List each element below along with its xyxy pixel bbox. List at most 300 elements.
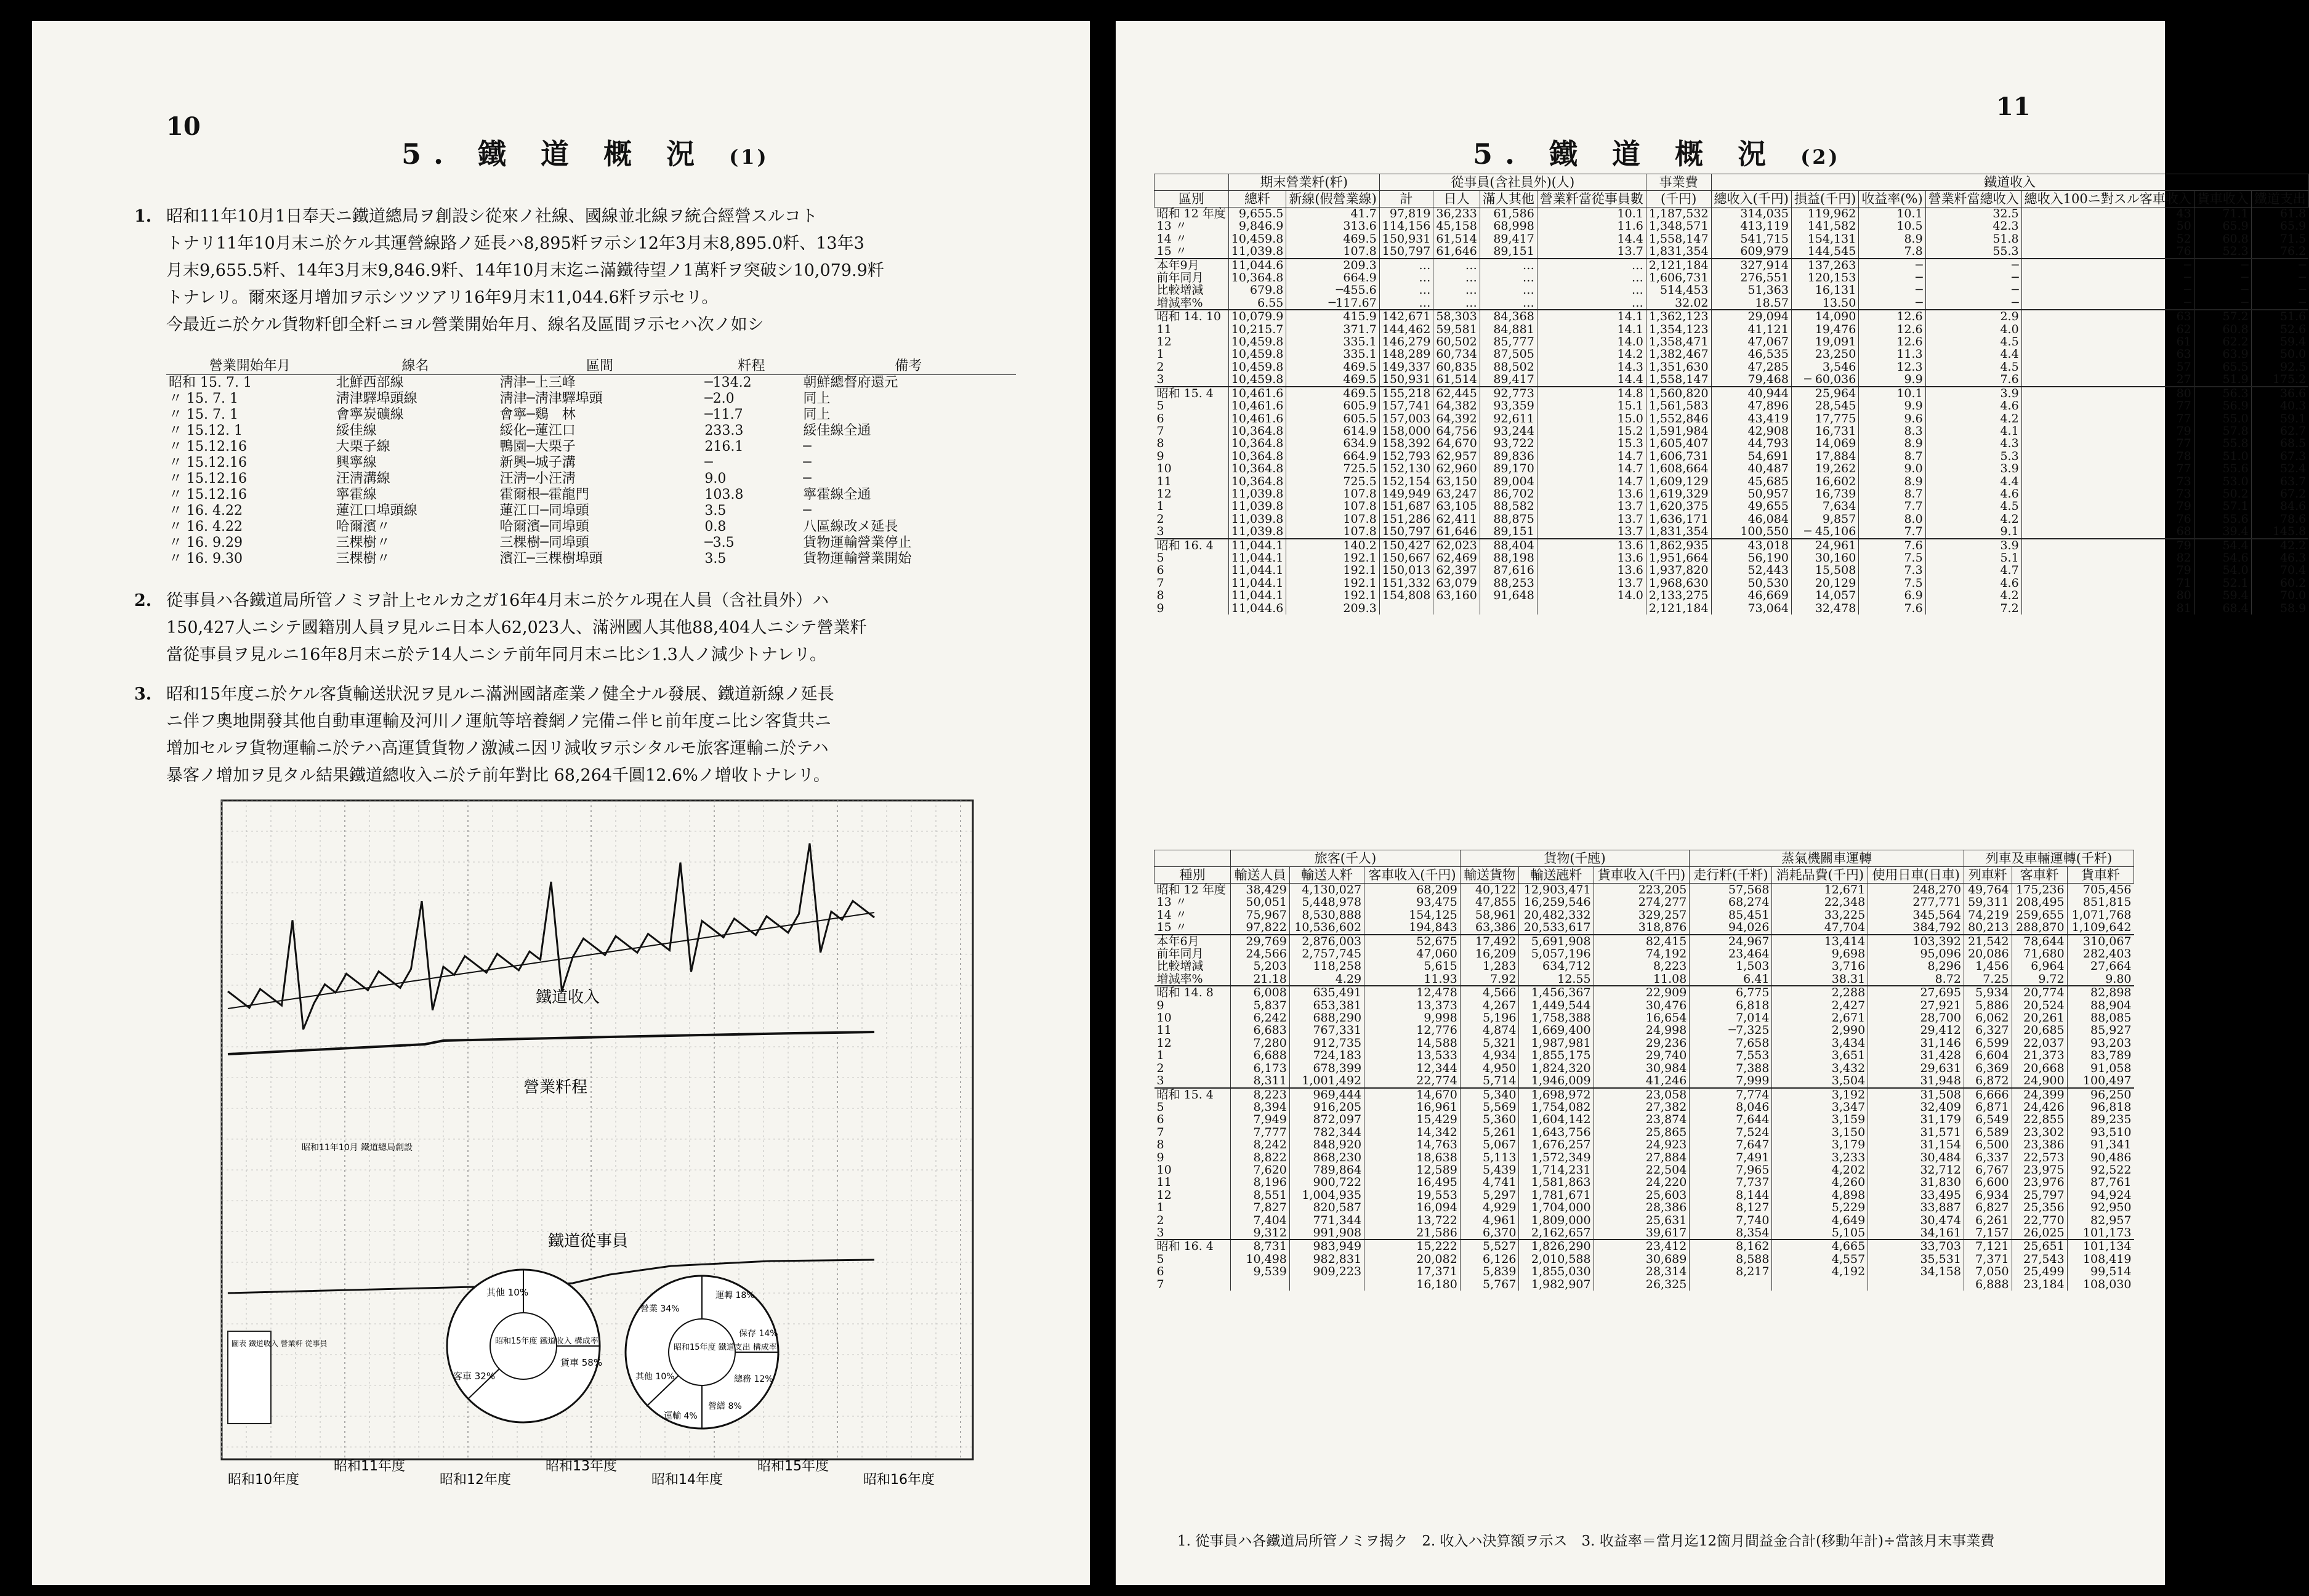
table-cell: 151,687 xyxy=(1379,500,1433,512)
table-cell: 151,286 xyxy=(1379,513,1433,525)
table-cell: 10,215.7 xyxy=(1228,323,1286,336)
table-cell: 15.1 xyxy=(1537,400,1646,412)
table-cell: 107.8 xyxy=(1286,500,1379,512)
table-cell: 14.7 xyxy=(1537,462,1646,475)
table-cell: 10,459.8 xyxy=(1228,233,1286,245)
table-cell: 80 xyxy=(2021,387,2194,400)
table-cell: ─ xyxy=(1925,297,2021,310)
table-cell: ─ xyxy=(2021,297,2194,310)
table-cell: 15 〃 xyxy=(1156,244,1187,259)
table-cell: 昭和 14. 8 xyxy=(1154,986,1231,999)
table-cell: 30,984 xyxy=(1594,1062,1690,1074)
table-cell: 705,456 xyxy=(2067,884,2134,897)
table-cell: 10,364.8 xyxy=(1228,425,1286,437)
table-cell: 63,247 xyxy=(1433,488,1480,500)
table-row xyxy=(1154,425,2309,437)
table-cell: 6,871 xyxy=(1964,1101,2012,1113)
table-cell: 85,927 xyxy=(2067,1024,2134,1036)
table-cell: 4,192 xyxy=(1772,1265,1868,1278)
table-cell: 24,900 xyxy=(2012,1074,2067,1087)
table-cell: 46.3 xyxy=(2251,552,2308,564)
group-header: 列車及車輛運轉(千粁) xyxy=(1964,850,2134,867)
footnote: 1. 從事員ハ各鐵道局所管ノミヲ揭ク 2. 收入ハ決算額ヲ示ス 3. 收益率＝當月迄12箇月間益金合計(移動年計)÷當該月末事業費 xyxy=(1177,1533,1995,1549)
table-cell: 8,217 xyxy=(1690,1265,1772,1278)
table-cell: ─ xyxy=(803,439,812,454)
table-cell: 94,924 xyxy=(2067,1189,2134,1201)
table-cell: 54.6 xyxy=(2194,552,2251,564)
table-cell: 10.1 xyxy=(1859,208,1925,220)
table-cell: 14.1 xyxy=(1537,310,1646,323)
table-cell: 103.8 xyxy=(704,487,744,502)
table-cell: 514,453 xyxy=(1646,284,1711,296)
table-cell: 5.3 xyxy=(1925,450,2021,462)
table-cell: 605.5 xyxy=(1286,413,1379,425)
table-cell: 5,886 xyxy=(1964,999,2012,1012)
table-cell: 725.5 xyxy=(1286,462,1379,475)
year-label: 昭和14年度 xyxy=(651,1472,723,1488)
paragraph-number: 2. xyxy=(134,591,152,610)
table-cell: ─ xyxy=(1859,284,1925,296)
table-cell: 70.0 xyxy=(2251,589,2308,602)
table-cell: 8,223 xyxy=(1594,960,1690,972)
table-cell: 40,487 xyxy=(1711,462,1791,475)
table-cell: 158,392 xyxy=(1379,437,1433,449)
table-cell: 5,360 xyxy=(1460,1113,1519,1126)
table-cell: 6,242 xyxy=(1231,1012,1290,1024)
table-cell: 會寧炭礦線 xyxy=(336,407,404,422)
legend-box-text: 圖表 鐵道收入 營業粁 從事員 xyxy=(232,1339,328,1348)
table-cell: 7.92 xyxy=(1460,973,1519,986)
year-label: 昭和12年度 xyxy=(440,1472,511,1488)
table-cell: 14,057 xyxy=(1791,589,1858,602)
table-cell: 5,934 xyxy=(1964,986,2012,999)
expense-pie xyxy=(626,1276,778,1429)
table-cell: 33,225 xyxy=(1772,909,1868,921)
table-cell: 7,157 xyxy=(1964,1227,2012,1239)
route-col-header: 營業開始年月 xyxy=(166,358,334,375)
column-header: 損益(千円) xyxy=(1791,191,1858,208)
table-cell: 22,774 xyxy=(1364,1074,1461,1087)
table-cell: 12.6 xyxy=(1859,323,1925,336)
table-cell: 9.9 xyxy=(1859,400,1925,412)
table-cell: 51.6 xyxy=(2251,310,2308,323)
table-row xyxy=(166,551,1016,567)
table-cell: 4.1 xyxy=(1925,425,2021,437)
group-header: 旅客(千人) xyxy=(1231,850,1461,867)
route-table xyxy=(166,358,1016,567)
table-cell: 56,190 xyxy=(1711,552,1791,564)
table-cell: 40,944 xyxy=(1711,387,1791,400)
table-cell: 1,620,375 xyxy=(1646,500,1711,512)
table-cell: 27,664 xyxy=(2067,960,2134,972)
expense-slice-label: 總務 12% xyxy=(734,1374,773,1384)
table-row xyxy=(1154,387,2309,400)
table-cell: 78.6 xyxy=(2251,513,2308,525)
table-cell: 7,404 xyxy=(1231,1214,1290,1227)
table-cell: 209.3 xyxy=(1286,259,1379,272)
table-cell: 6,062 xyxy=(1964,1012,2012,1024)
table-cell: 4,898 xyxy=(1772,1189,1868,1201)
table-cell: 62,957 xyxy=(1433,450,1480,462)
table-cell: 64,392 xyxy=(1433,413,1480,425)
table-cell: 興寧線 xyxy=(336,455,377,470)
table-cell: 2,671 xyxy=(1772,1012,1868,1024)
table-cell: 154,125 xyxy=(1364,909,1461,921)
table-cell: 91,058 xyxy=(2067,1062,2134,1074)
table-cell: 8.9 xyxy=(1859,475,1925,488)
expense-slice-label: 其他 10% xyxy=(635,1372,675,1382)
table-cell: 3,192 xyxy=(1772,1088,1868,1101)
table-cell: … xyxy=(1480,297,1537,310)
table-cell: ─ xyxy=(1859,272,1925,284)
table-cell: 789,864 xyxy=(1289,1164,1364,1176)
table-cell: 〃 15.12.16 xyxy=(169,455,247,470)
employee-label: 鐵道從事員 xyxy=(548,1232,629,1251)
table-cell: ─ xyxy=(803,471,812,486)
table-cell: 71.1 xyxy=(2194,208,2251,220)
table-cell: 4,929 xyxy=(1460,1201,1519,1214)
table-cell: 5 xyxy=(1156,1100,1164,1114)
table-cell: 148,289 xyxy=(1379,348,1433,360)
table-cell: 42.3 xyxy=(1925,220,2021,232)
table-cell: 3,504 xyxy=(1772,1074,1868,1087)
table-cell: 50,957 xyxy=(1711,488,1791,500)
table-cell: 114,156 xyxy=(1379,220,1433,232)
table-cell: 20,482,332 xyxy=(1519,909,1594,921)
table-row xyxy=(1154,259,2309,272)
table-cell: 8.72 xyxy=(1868,973,1964,986)
column-header: 貨車收入 xyxy=(2194,191,2251,208)
table-cell: ─ 45,106 xyxy=(1791,525,1858,538)
table-cell: 88,404 xyxy=(1480,539,1537,552)
table-cell: 60,734 xyxy=(1433,348,1480,360)
table-cell: 107.8 xyxy=(1286,525,1379,538)
table-cell: 70.4 xyxy=(2251,564,2308,576)
table-cell: ─117.67 xyxy=(1286,297,1379,310)
table-cell: 14,069 xyxy=(1791,437,1858,449)
table-cell: 24,923 xyxy=(1594,1139,1690,1151)
table-cell: 20,533,617 xyxy=(1519,921,1594,934)
table-cell: 22,909 xyxy=(1594,986,1690,999)
table-row xyxy=(1154,1189,2134,1201)
table-cell: 1,951,664 xyxy=(1646,552,1711,564)
table-cell: 1,581,863 xyxy=(1519,1176,1594,1188)
table-cell: 46,535 xyxy=(1711,348,1791,360)
table-cell: 4,934 xyxy=(1460,1049,1519,1062)
table-cell: 194,843 xyxy=(1364,921,1461,934)
table-cell: 1 xyxy=(1156,1201,1164,1215)
table-cell: 73 xyxy=(2021,488,2194,500)
table-cell: 7,491 xyxy=(1690,1151,1772,1164)
table-cell: 3,716 xyxy=(1772,960,1868,972)
year-label: 昭和10年度 xyxy=(228,1472,299,1488)
table-cell: 2.9 xyxy=(1925,310,2021,323)
table-cell: 32,712 xyxy=(1868,1164,1964,1176)
table-cell: 4.5 xyxy=(1925,336,2021,348)
table-cell: 192.1 xyxy=(1286,589,1379,602)
table-cell: 21.18 xyxy=(1231,973,1290,986)
table-cell: 679.8 xyxy=(1228,284,1286,296)
table-cell: 851,815 xyxy=(2067,896,2134,908)
table-cell: 14.7 xyxy=(1537,450,1646,462)
table-cell: 10.5 xyxy=(1859,220,1925,232)
table-cell: 79 xyxy=(2021,539,2194,552)
table-cell: 101,173 xyxy=(2067,1227,2134,1239)
table-cell: 29,412 xyxy=(1868,1024,1964,1036)
table-cell: 8,162 xyxy=(1690,1239,1772,1252)
table-cell: 24,220 xyxy=(1594,1176,1690,1188)
table-cell: 5 xyxy=(1156,399,1164,413)
group-header: 貨物(千瓲) xyxy=(1460,850,1690,867)
table-cell: 2,757,745 xyxy=(1289,948,1364,960)
table-cell: 14.0 xyxy=(1537,336,1646,348)
table-cell: 14,763 xyxy=(1364,1139,1461,1151)
table-cell: 318,876 xyxy=(1594,921,1690,934)
table-cell: 8,223 xyxy=(1231,1088,1290,1101)
table-cell: 同上 xyxy=(803,407,831,422)
table-cell: 2,162,657 xyxy=(1519,1227,1594,1239)
table-cell: 89,170 xyxy=(1480,462,1537,475)
table-cell: 14.4 xyxy=(1537,233,1646,245)
table-cell: 4,202 xyxy=(1772,1164,1868,1176)
table-cell: 88,582 xyxy=(1480,500,1537,512)
founding-note: 昭和11年10月 鐵道總局創設 xyxy=(302,1143,413,1153)
table-cell: 8,144 xyxy=(1690,1189,1772,1201)
table-cell: 新興─城子溝 xyxy=(499,455,576,470)
table-cell: 34,161 xyxy=(1868,1227,1964,1239)
table-cell: 88,253 xyxy=(1480,577,1537,589)
table-cell: 9.1 xyxy=(1925,525,2021,538)
table-cell: 3 xyxy=(1156,373,1164,387)
table-cell: 88,875 xyxy=(1480,513,1537,525)
table-cell: 384,792 xyxy=(1868,921,1964,934)
table-cell: 74,192 xyxy=(1594,948,1690,960)
table-cell: 288,870 xyxy=(2012,921,2067,934)
table-row xyxy=(1154,973,2134,986)
table-cell: 2 xyxy=(1156,360,1164,374)
table-cell: 68.5 xyxy=(2251,437,2308,449)
table-cell: 62,397 xyxy=(1433,564,1480,576)
table-cell: 9.0 xyxy=(704,471,727,486)
table-cell: 22,573 xyxy=(2012,1151,2067,1164)
table-cell: 15.3 xyxy=(1537,437,1646,449)
table-cell: 30,476 xyxy=(1594,999,1690,1012)
table-cell: 50.2 xyxy=(2194,488,2251,500)
table-cell: 868,230 xyxy=(1289,1151,1364,1164)
table-row xyxy=(1154,361,2309,373)
table-cell: … xyxy=(1433,284,1480,296)
paragraph-3 xyxy=(134,681,1016,789)
table-cell: 7,949 xyxy=(1231,1113,1290,1126)
table-cell: 1,604,142 xyxy=(1519,1113,1594,1126)
table-cell: 10,461.6 xyxy=(1228,400,1286,412)
table-cell: 9.72 xyxy=(2012,973,2067,986)
table-cell: 82,957 xyxy=(2067,1214,2134,1227)
table-cell: 11,044.1 xyxy=(1228,539,1286,552)
table-cell: 78,644 xyxy=(2012,935,2067,948)
table-cell: 〃 15. 7. 1 xyxy=(169,391,238,406)
table-cell: 71 xyxy=(2021,577,2194,589)
table-cell: 20,082 xyxy=(1364,1253,1461,1265)
table-cell: 本年6月 xyxy=(1154,935,1231,948)
table-cell: 108,419 xyxy=(2067,1253,2134,1265)
table-cell: 增減率% xyxy=(1156,972,1203,986)
table-cell: 19,262 xyxy=(1791,462,1858,475)
table-cell: 634.9 xyxy=(1286,437,1379,449)
table-cell: 13.6 xyxy=(1537,552,1646,564)
table-cell: 52.1 xyxy=(2194,577,2251,589)
table-cell: 32,478 xyxy=(1791,602,1858,615)
year-label: 昭和16年度 xyxy=(863,1472,935,1488)
table-cell: 1,382,467 xyxy=(1646,348,1711,360)
table-cell: 17,492 xyxy=(1460,935,1519,948)
table-cell: 310,067 xyxy=(2067,935,2134,948)
table-cell: ─11.7 xyxy=(704,407,743,422)
table-row xyxy=(1154,400,2309,412)
table-cell: 87,761 xyxy=(2067,1176,2134,1188)
table-cell: 51,363 xyxy=(1711,284,1791,296)
table-cell: 24,961 xyxy=(1791,539,1858,552)
table-cell xyxy=(1231,1278,1290,1291)
table-cell: 47,285 xyxy=(1711,361,1791,373)
table-cell: 8.9 xyxy=(1859,233,1925,245)
table-cell: 50,530 xyxy=(1711,577,1791,589)
column-header: 總收入(千円) xyxy=(1711,191,1791,208)
table-cell: 43,419 xyxy=(1711,413,1791,425)
table-cell: ─ xyxy=(2194,272,2251,284)
table-cell: 335.1 xyxy=(1286,336,1379,348)
table-cell: 12 xyxy=(1156,1036,1172,1050)
table-cell: 74,219 xyxy=(1964,909,2012,921)
table-cell: 5,297 xyxy=(1460,1189,1519,1201)
table-cell: 9.6 xyxy=(1859,413,1925,425)
column-header: 貨車收入(千円) xyxy=(1594,867,1690,884)
table-cell: 2,427 xyxy=(1772,999,1868,1012)
table-cell: 145.8 xyxy=(2251,525,2308,538)
table-cell: 5 xyxy=(1156,1252,1164,1266)
table-cell: 23,976 xyxy=(2012,1176,2067,1188)
table-cell: 2,121,184 xyxy=(1646,259,1711,272)
table-cell: 11.93 xyxy=(1364,973,1461,986)
table-cell: 1,669,400 xyxy=(1519,1024,1594,1036)
table-cell: 3 xyxy=(1156,1074,1164,1088)
table-cell: 6 xyxy=(1156,563,1164,578)
table-cell: 141,582 xyxy=(1791,220,1858,232)
table-cell: 1,351,630 xyxy=(1646,361,1711,373)
column-header: 總粁 xyxy=(1228,191,1286,208)
table-cell: 52.6 xyxy=(2251,323,2308,336)
year-label: 昭和15年度 xyxy=(757,1459,829,1474)
table-cell: 16,961 xyxy=(1364,1101,1461,1113)
table-cell: 10,364.8 xyxy=(1228,437,1286,449)
table-cell: 61,646 xyxy=(1433,525,1480,538)
expense-slice-label: 運轉 18% xyxy=(715,1291,755,1300)
table-cell: 4.2 xyxy=(1925,413,2021,425)
table-cell: 11,044.1 xyxy=(1228,552,1286,564)
table-cell: 7,524 xyxy=(1690,1126,1772,1139)
table-cell: 192.1 xyxy=(1286,552,1379,564)
year-label: 昭和13年度 xyxy=(546,1459,617,1474)
table-cell: 1,558,147 xyxy=(1646,373,1711,386)
table-row xyxy=(1154,1012,2134,1024)
table-cell: 86,702 xyxy=(1480,488,1537,500)
table-cell: 6,964 xyxy=(2012,960,2067,972)
table-cell xyxy=(1379,602,1433,615)
table-cell: 10,459.8 xyxy=(1228,348,1286,360)
table-cell: 63,386 xyxy=(1460,921,1519,934)
table-cell: 46,669 xyxy=(1711,589,1791,602)
table-cell: 97,819 xyxy=(1379,208,1433,220)
table-cell: 872,097 xyxy=(1289,1113,1364,1126)
table-cell: 2,121,184 xyxy=(1646,602,1711,615)
table-cell: 13.7 xyxy=(1537,513,1646,525)
table-cell: 8,731 xyxy=(1231,1239,1290,1252)
table-row xyxy=(1154,373,2309,386)
table-cell: 21,586 xyxy=(1364,1227,1461,1239)
table-cell: 22,855 xyxy=(2012,1113,2067,1126)
table-cell: 150,797 xyxy=(1379,525,1433,538)
table-cell: 14,670 xyxy=(1364,1088,1461,1101)
table-cell: 7.7 xyxy=(1859,525,1925,538)
table-cell: 4.7 xyxy=(1925,564,2021,576)
table-cell: 比較增減 xyxy=(1156,959,1204,973)
table-cell: ─ xyxy=(1859,297,1925,310)
table-cell: 65.9 xyxy=(2194,220,2251,232)
table-cell: 15 〃 xyxy=(1156,921,1187,935)
column-header: 客車收入(千円) xyxy=(1364,867,1461,884)
table-cell: 6 xyxy=(1156,411,1164,425)
table-cell: 1,826,290 xyxy=(1519,1239,1594,1252)
revenue-pie-center xyxy=(490,1313,557,1379)
table-row xyxy=(1154,310,2309,323)
table-cell: 63,160 xyxy=(1433,589,1480,602)
table-cell: 50.0 xyxy=(2251,348,2308,360)
table-cell: 6,683 xyxy=(1231,1024,1290,1036)
table-cell: 44,793 xyxy=(1711,437,1791,449)
table-cell: 14,342 xyxy=(1364,1126,1461,1139)
table-cell: 59.4 xyxy=(2251,336,2308,348)
table-cell: 43 xyxy=(2021,208,2194,220)
table-cell: 增減率% xyxy=(1156,296,1203,310)
table-cell: 52.4 xyxy=(2251,462,2308,475)
table-cell: 53.0 xyxy=(2194,475,2251,488)
table-cell: 909,223 xyxy=(1289,1265,1364,1278)
table-cell: 6,688 xyxy=(1231,1049,1290,1062)
table-cell: 14.3 xyxy=(1537,361,1646,373)
table-cell: 1,809,000 xyxy=(1519,1214,1594,1227)
table-row xyxy=(1154,450,2309,462)
table-cell: 149,337 xyxy=(1379,361,1433,373)
table-cell: ─ xyxy=(803,503,812,518)
table-cell: 664.9 xyxy=(1286,450,1379,462)
table-row xyxy=(1154,1253,2134,1265)
table-cell: 32.02 xyxy=(1646,297,1711,310)
table-cell: 65.9 xyxy=(2251,220,2308,232)
table-cell: 三棵樹〃 xyxy=(336,535,390,550)
table-cell: 13,373 xyxy=(1364,999,1461,1012)
table-cell: 55.8 xyxy=(2194,437,2251,449)
table-cell: 9,857 xyxy=(1791,513,1858,525)
table-cell: 5,321 xyxy=(1460,1037,1519,1049)
para-line: トナリ11年10月末ニ於ケル其運營線路ノ延長ハ8,895粁ヲ示シ12年3月末8,895.0粁、13年3 xyxy=(166,234,864,253)
table-cell: 77 xyxy=(2021,462,2194,475)
table-cell: 9 xyxy=(1156,998,1164,1012)
column-header: 計 xyxy=(1379,191,1433,208)
para-line: ニ伴フ奧地開發其他自動車運輸及河川ノ運航等培養網ノ完備ニ伴ヒ前年度ニ比シ客貨共ニ xyxy=(166,712,831,731)
table-cell: 4,566 xyxy=(1460,986,1519,999)
table-cell: 84.6 xyxy=(2251,500,2308,512)
table-cell: 14,588 xyxy=(1364,1037,1461,1049)
